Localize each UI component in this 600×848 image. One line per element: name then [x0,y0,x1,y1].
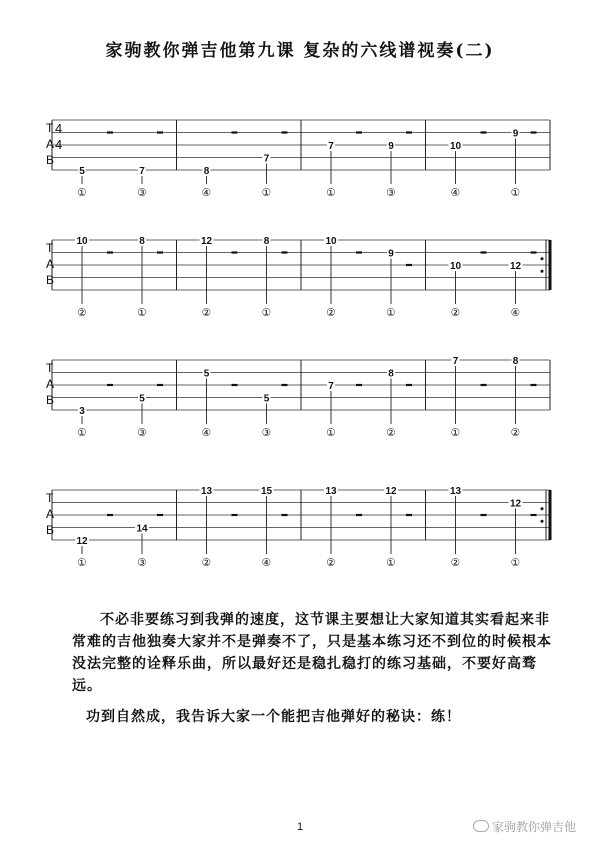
fret-number: 13 [449,486,462,497]
paragraph-advice: 不必非要练习到我弹的速度，这节课主要想让大家知道其实看起来非常难的吉他独奏大家并不是弹奏不了，只是基本练习还不到位的时候根本没法完整的诠释乐曲，所以最好还是稳扎稳打的练习基础，不要好高骛远。 [72,612,552,694]
time-signature-digit: 4 [55,121,63,136]
fret-number: 7 [263,153,270,165]
fret-number: 12 [200,236,213,247]
fingering-number: ① [77,187,87,199]
fret-number: 12 [385,486,397,497]
fingering-number: ② [201,557,212,569]
fingering-number: ② [201,307,212,319]
fingering-number: ② [386,427,396,439]
repeat-dot [541,520,544,523]
fret-number: 8 [203,166,210,177]
tab-clef-letter: T [46,361,54,375]
fingering-number: ② [77,307,87,319]
fret-number: 5 [79,166,85,177]
fingering-number: ② [326,307,336,319]
fret-number: 5 [139,393,145,405]
fingering-number: ① [510,187,521,199]
fingering-number: ④ [201,427,212,439]
fingering-number: ① [510,557,521,569]
fret-number: 5 [263,393,270,405]
fingering-number: ④ [450,187,461,199]
repeat-dot [541,270,544,273]
fingering-number: ① [450,427,461,439]
fingering-number: ③ [137,427,147,439]
fret-number: 12 [76,536,88,547]
fingering-number: ② [510,427,521,439]
fingering-number: ① [386,557,396,569]
fret-number: 5 [203,368,210,380]
fingering-number: ① [77,427,87,439]
repeat-dot [541,507,544,510]
fret-number: 12 [509,261,522,272]
fret-number: 7 [328,381,334,392]
time-signature-digit: 4 [55,137,63,152]
fingering-number: ① [326,187,336,199]
fret-number: 3 [79,406,85,417]
fret-number: 7 [328,141,334,152]
tab-clef-letter: A [46,257,55,271]
tab-clef-letter: T [46,241,54,255]
tab-clef-letter: B [46,523,55,537]
fret-number: 10 [449,261,462,272]
fingering-number: ③ [137,187,147,199]
fret-number: 8 [263,236,270,247]
fingering-number: ② [450,307,461,319]
fret-number: 12 [509,498,522,510]
tab-clef-letter: T [46,491,54,505]
fret-number: 10 [325,236,337,247]
fingering-number: ④ [261,557,272,569]
tab-clef-letter: A [46,137,55,151]
fret-number: 7 [452,356,459,367]
fingering-number: ③ [386,187,396,199]
fret-number: 9 [512,128,519,140]
tab-clef-letter: B [46,393,55,407]
tab-clef-letter: A [46,377,55,391]
tab-clef-letter: B [46,273,55,287]
fingering-number: ③ [137,557,147,569]
fingering-number: ① [326,427,336,439]
fingering-number: ④ [510,307,521,319]
fingering-number: ④ [201,187,212,199]
fingering-number: ① [261,307,272,319]
fret-number: 8 [139,236,145,247]
tab-clef-letter: A [46,507,55,521]
paragraph-secret: 功到自然成，我告诉大家一个能把吉他弹好的秘诀：练！ [86,709,461,725]
fingering-number: ① [261,187,272,199]
watermark [473,818,576,835]
repeat-dot [541,257,544,260]
fret-number: 13 [325,486,337,497]
fret-number: 8 [512,356,519,367]
fingering-number: ② [450,557,461,569]
fingering-number: ① [137,307,147,319]
fret-number: 8 [388,368,394,380]
fingering-number: ① [77,557,87,569]
fingering-number: ② [326,557,336,569]
fingering-number: ① [386,307,396,319]
page-title: 家驹教你弹吉他第九课 复杂的六线谱视奏(二) [105,41,495,61]
fret-number: 14 [136,523,148,535]
tab-clef-letter: T [46,121,54,135]
fingering-number: ③ [261,427,272,439]
fret-number: 9 [388,141,394,152]
wechat-icon [473,820,489,832]
fret-number: 10 [76,236,88,247]
fret-number: 7 [139,166,145,177]
watermark-text: 家驹教你弹吉他 [491,820,576,834]
fret-number: 13 [200,486,213,497]
fret-number: 9 [388,248,394,260]
page-number: 1 [296,821,304,833]
fret-number: 15 [260,486,273,497]
tab-clef-letter: B [46,153,55,167]
fret-number: 10 [449,141,462,152]
